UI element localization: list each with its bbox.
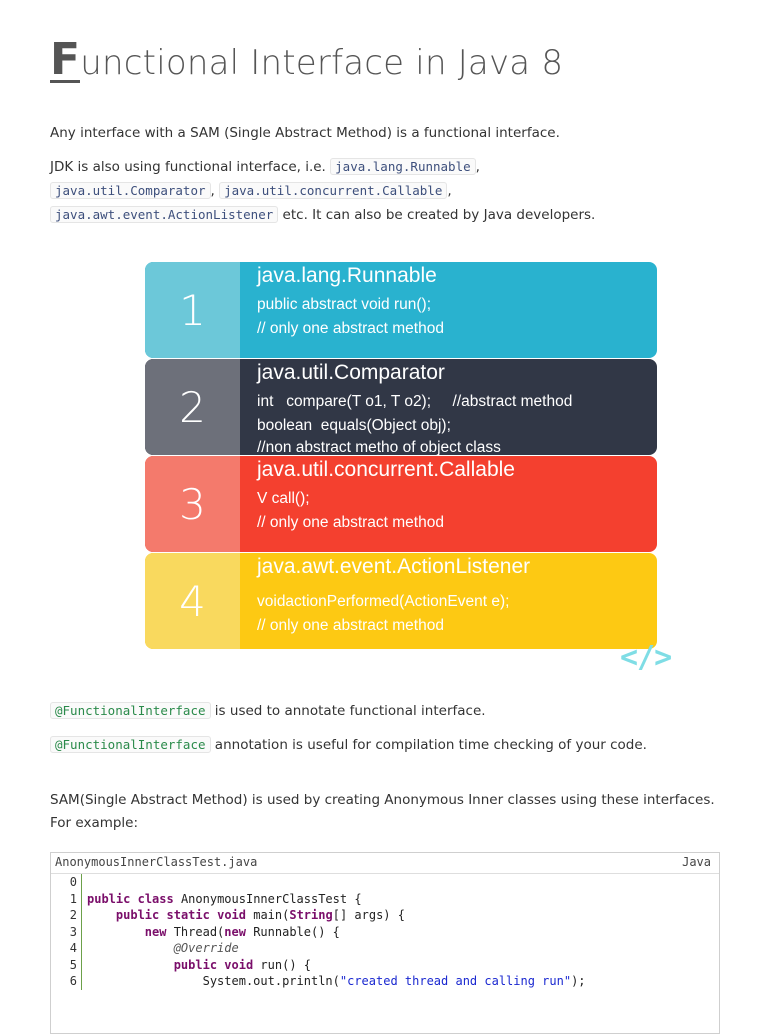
interface-infographic	[145, 262, 657, 650]
card-line-2: boolean equals(Object obj);	[257, 417, 451, 434]
separator: ,	[475, 159, 480, 175]
interface-card-4	[145, 553, 657, 649]
card-line-2: // only one abstract method	[257, 320, 444, 337]
interface-card-2	[145, 359, 657, 455]
line-number: 2	[69, 908, 77, 922]
code-line: System.out.println("created thread and calling run");	[87, 974, 586, 988]
line-number: 6	[69, 974, 77, 988]
line-number: 5	[69, 957, 77, 972]
card-number: 2	[145, 359, 240, 455]
source-lines	[82, 874, 586, 990]
code-header	[51, 853, 719, 874]
code-line: public void run() {	[173, 957, 311, 972]
line-number: 4	[69, 941, 77, 955]
annotation-paragraph-2	[50, 733, 700, 757]
sam-paragraph: SAM(Single Abstract Method) is used by creating Anonymous Inner classes using these interfaces. For example:	[50, 792, 715, 831]
line-number: 3	[69, 924, 77, 939]
code-callable: java.util.concurrent.Callable	[219, 182, 447, 199]
card-title: java.util.concurrent.Callable	[257, 458, 515, 481]
interface-card-1	[145, 262, 657, 358]
card-number: 1	[145, 262, 240, 358]
separator: ,	[210, 183, 215, 199]
code-comparator: java.util.Comparator	[50, 182, 211, 199]
code-line: @Override	[173, 941, 239, 955]
code-line: new Thread(new Runnable() {	[144, 924, 340, 939]
code-filename: AnonymousInnerClassTest.java	[55, 855, 258, 869]
code-block	[50, 852, 720, 1034]
annotation-paragraph-1	[50, 699, 720, 723]
card-line-1: int compare(T o1, T o2); //abstract method	[257, 393, 573, 410]
jdk-suffix: etc. It can also be created by Java developers.	[278, 207, 596, 223]
interface-card-3	[145, 456, 657, 552]
page-title	[50, 34, 564, 85]
annotation-text-2: annotation is useful for compilation time checking of your code.	[210, 737, 647, 753]
card-line-2: // only one abstract method	[257, 617, 444, 634]
card-title: java.util.Comparator	[257, 361, 445, 384]
title-text: unctional Interface in Java 8	[80, 43, 564, 83]
line-numbers	[51, 874, 82, 990]
code-actionlistener: java.awt.event.ActionListener	[50, 206, 278, 223]
code-icon: </>	[620, 640, 672, 675]
card-line-3: //non abstract metho of object class	[257, 439, 501, 455]
jdk-prefix: JDK is also using functional interface, i.e.	[50, 159, 331, 175]
code-functional-interface: @FunctionalInterface	[50, 736, 211, 753]
card-line-2: // only one abstract method	[257, 514, 444, 531]
card-title: java.lang.Runnable	[257, 264, 437, 287]
card-line-1: public abstract void run();	[257, 296, 432, 313]
code-functional-interface: @FunctionalInterface	[50, 702, 211, 719]
card-title: java.awt.event.ActionListener	[257, 555, 531, 578]
card-line-1: V call();	[257, 490, 310, 507]
annotation-text-1: is used to annotate functional interface.	[210, 703, 486, 719]
code-line: public class AnonymousInnerClassTest {	[87, 891, 362, 906]
code-line	[87, 874, 586, 891]
jdk-paragraph	[50, 155, 690, 227]
title-drop-cap: F	[50, 34, 81, 85]
code-body	[51, 874, 719, 990]
line-number: 0	[69, 875, 77, 889]
card-number: 3	[145, 456, 240, 552]
line-number: 1	[69, 891, 77, 906]
code-line: public static void main(String[] args) {	[115, 908, 405, 922]
card-number: 4	[145, 553, 240, 649]
card-line-1: voidactionPerformed(ActionEvent e);	[257, 593, 510, 610]
code-language: Java	[682, 855, 711, 869]
code-runnable: java.lang.Runnable	[330, 158, 475, 175]
separator: ,	[447, 183, 452, 199]
intro-paragraph: Any interface with a SAM (Single Abstract Method) is a functional interface.	[50, 125, 560, 141]
